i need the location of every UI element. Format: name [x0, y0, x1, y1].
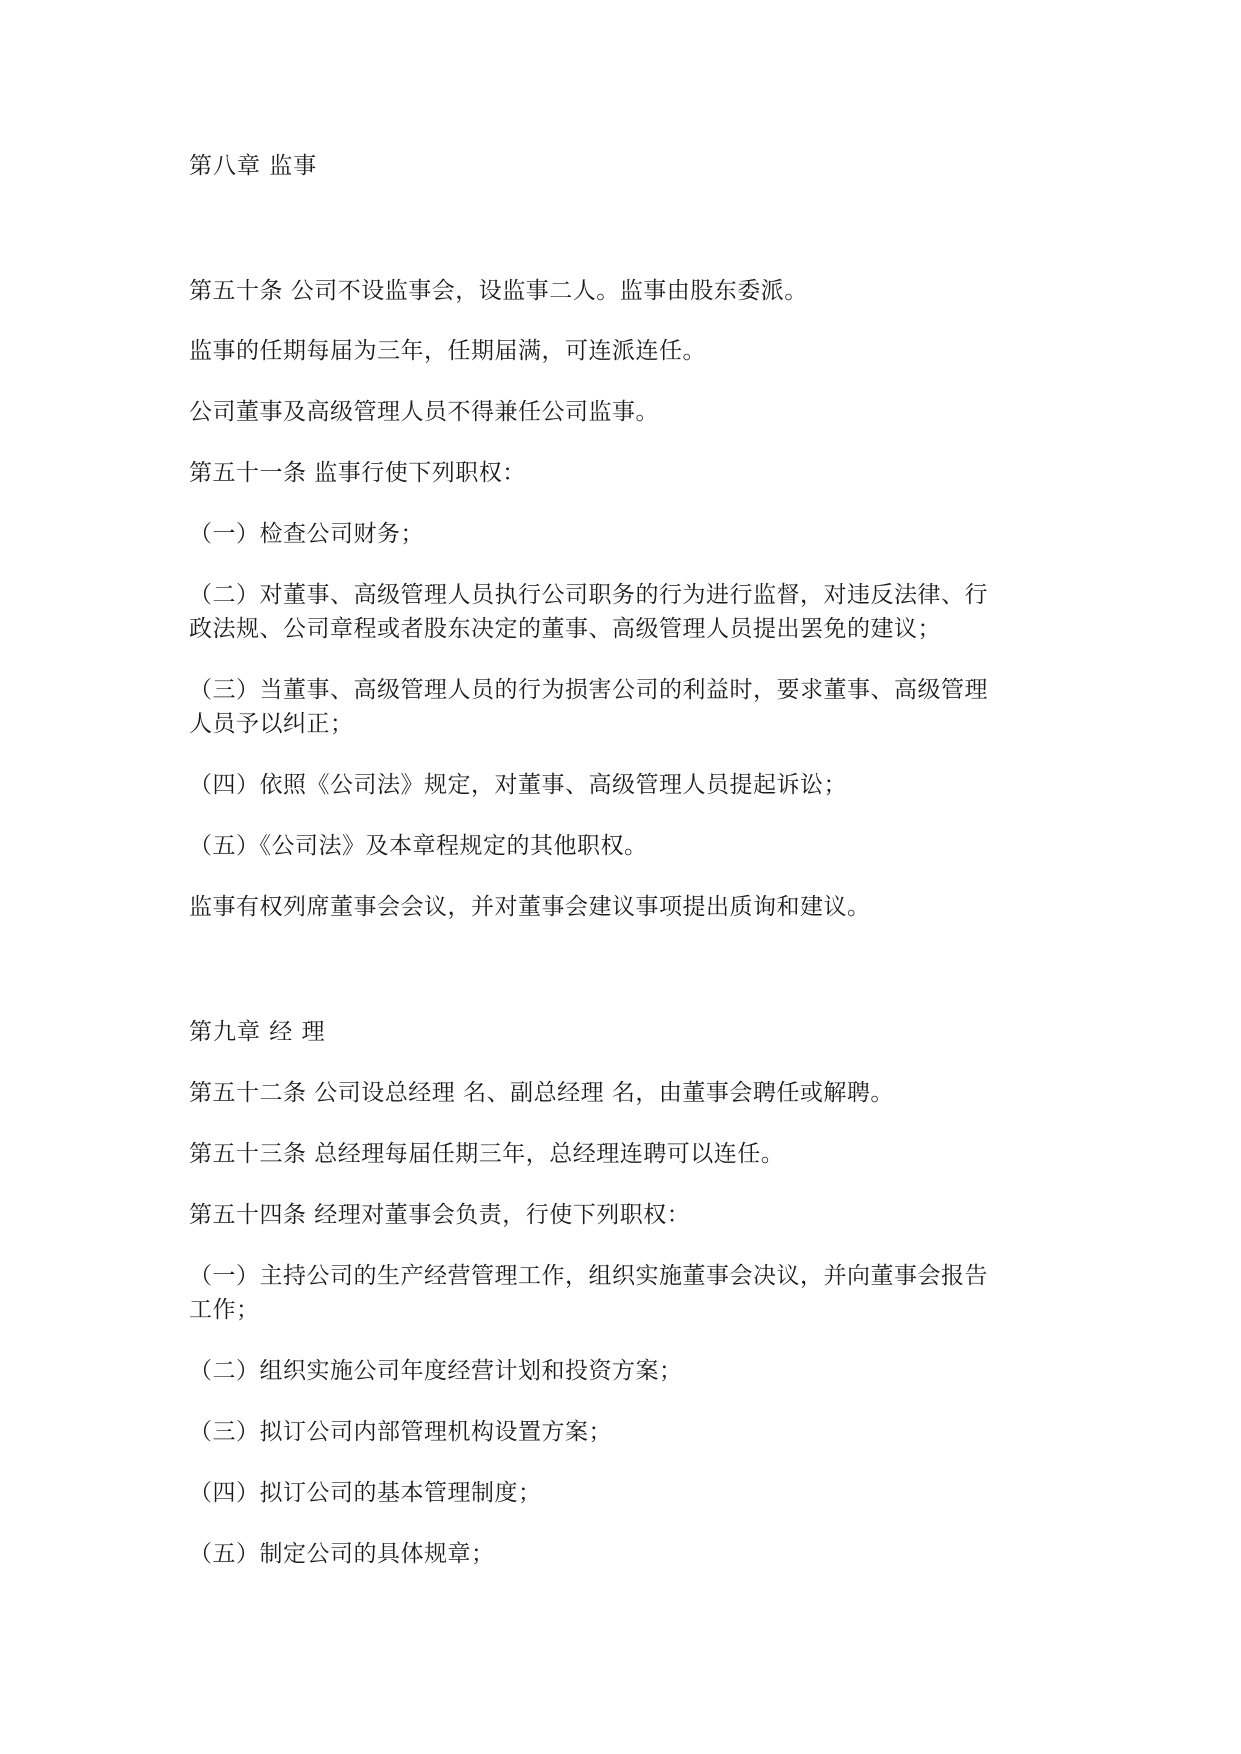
article-52: 第五十二条 公司设总经理 名、副总经理 名，由董事会聘任或解聘。	[189, 1080, 894, 1106]
list-item-continuation: 政法规、公司章程或者股东决定的董事、高级管理人员提出罢免的建议；	[189, 616, 941, 642]
article-54: 第五十四条 经理对董事会负责，行使下列职权：	[189, 1202, 691, 1228]
list-item: （四）拟订公司的基本管理制度；	[189, 1480, 542, 1506]
list-item-continuation: 人员予以纠正；	[189, 711, 354, 737]
list-item: （五）《公司法》及本章程规定的其他职权。	[189, 833, 648, 859]
paragraph: 公司董事及高级管理人员不得兼任公司监事。	[189, 399, 659, 425]
article-53: 第五十三条 总经理每届任期三年，总经理连聘可以连任。	[189, 1141, 785, 1167]
paragraph: 监事的任期每届为三年，任期届满，可连派连任。	[189, 338, 706, 364]
list-item: （一）主持公司的生产经营管理工作，组织实施董事会决议，并向董事会报告	[189, 1263, 988, 1289]
article-50: 第五十条 公司不设监事会，设监事二人。监事由股东委派。	[189, 278, 808, 304]
list-item: （三）拟订公司内部管理机构设置方案；	[189, 1419, 612, 1445]
list-item: （四）依照《公司法》规定，对董事、高级管理人员提起诉讼；	[189, 772, 847, 798]
chapter-heading: 第八章 监事	[189, 153, 318, 179]
list-item: （三）当董事、高级管理人员的行为损害公司的利益时，要求董事、高级管理	[189, 677, 988, 703]
list-item: （二）组织实施公司年度经营计划和投资方案；	[189, 1358, 683, 1384]
list-item-continuation: 工作；	[189, 1297, 260, 1323]
paragraph: 监事有权列席董事会会议，并对董事会建议事项提出质询和建议。	[189, 894, 871, 920]
chapter-heading: 第九章 经 理	[189, 1019, 326, 1045]
list-item: （五）制定公司的具体规章；	[189, 1541, 495, 1567]
list-item: （二）对董事、高级管理人员执行公司职务的行为进行监督，对违反法律、行	[189, 582, 988, 608]
list-item: （一）检查公司财务；	[189, 521, 424, 547]
article-51: 第五十一条 监事行使下列职权：	[189, 460, 526, 486]
